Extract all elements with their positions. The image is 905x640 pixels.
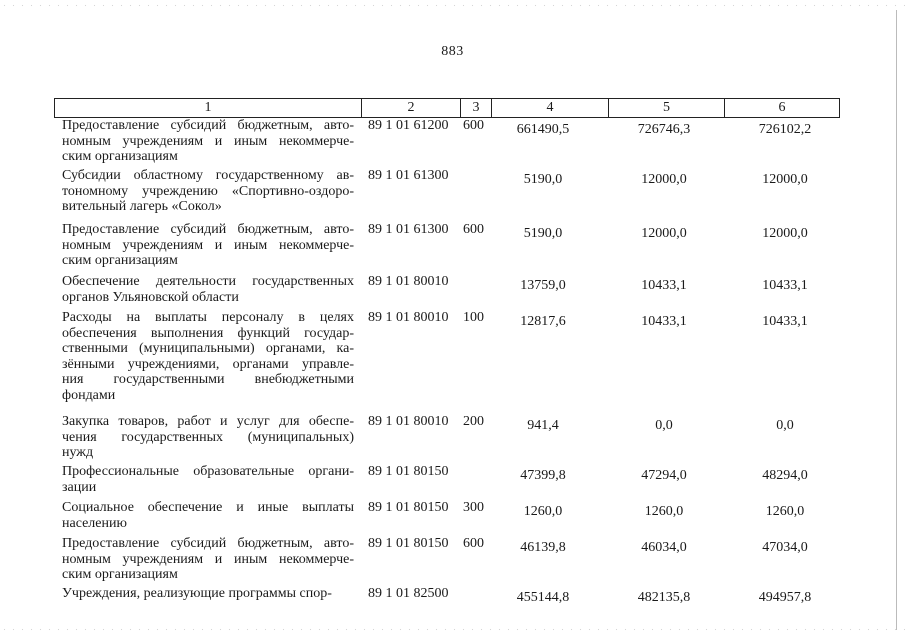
row-description [62, 536, 354, 583]
description-line: Закупка товаров, работ и услуг для обеспе- [62, 414, 354, 429]
description-line: Социальное обеспечение и иные выплаты [62, 500, 354, 515]
description-line: чения государственных (муниципальных) [62, 429, 354, 445]
row-description [62, 222, 354, 269]
value-col-6: 726102,2 [758, 122, 812, 137]
value-col-6: 494957,8 [758, 590, 812, 605]
row-description [62, 464, 354, 495]
header-col-1: 1 [55, 99, 362, 117]
value-col-6: 47034,0 [762, 540, 808, 555]
value-col-6: 10433,1 [762, 278, 808, 293]
row-description [62, 310, 354, 403]
header-col-5: 5 [609, 99, 725, 117]
header-col-3: 3 [461, 99, 492, 117]
description-line: Расходы на выплаты персоналу в целях [62, 310, 354, 325]
value-col-5: 726746,3 [637, 122, 691, 137]
value-col-6: 48294,0 [762, 468, 808, 483]
header-col-6: 6 [778, 100, 786, 115]
value-col-4: 5190,0 [523, 172, 563, 187]
header-col-2: 2 [362, 99, 461, 117]
description-line: номным учреждениям и иным некоммерче- [62, 133, 354, 149]
value-col-4: 46139,8 [520, 540, 566, 555]
value-col-5: 12000,0 [641, 226, 687, 241]
value-col-6: 12000,0 [762, 226, 808, 241]
expense-type: 600 [463, 118, 484, 133]
expense-type: 600 [463, 222, 484, 237]
value-col-5: 47294,0 [641, 468, 687, 483]
description-line: ским организациям [62, 149, 178, 164]
value-col-5: 46034,0 [641, 540, 687, 555]
value-col-6: 12000,0 [762, 172, 808, 187]
budget-code: 89 1 01 61300 [368, 168, 449, 183]
value-col-6: 10433,1 [762, 314, 808, 329]
description-line: ским организациям [62, 567, 178, 582]
value-col-6: 1260,0 [765, 504, 805, 519]
value-col-4: 1260,0 [523, 504, 563, 519]
description-line: номным учреждениям и иным некоммерче- [62, 237, 354, 253]
value-col-5: 1260,0 [644, 504, 684, 519]
row-description [62, 586, 354, 602]
budget-code: 89 1 01 61200 [368, 118, 449, 133]
expense-type: 600 [463, 536, 484, 551]
page-edge-line [896, 10, 897, 630]
description-line: номным учреждениям и иным некоммерче- [62, 551, 354, 567]
description-line: ния государственными внебюджетными [62, 372, 354, 387]
expense-type: 200 [463, 414, 484, 429]
description-line: Предоставление субсидий бюджетным, авто- [62, 222, 354, 237]
value-col-6: 0,0 [776, 418, 794, 433]
row-description [62, 118, 354, 165]
description-line: вительный лагерь «Сокол» [62, 199, 222, 214]
budget-code: 89 1 01 80150 [368, 500, 449, 515]
page-number: 883 [441, 44, 464, 59]
row-description [62, 414, 354, 461]
description-line: Учреждения, реализующие программы спор- [62, 586, 332, 601]
description-line: фондами [62, 387, 116, 403]
value-col-4: 455144,8 [516, 590, 570, 605]
value-col-4: 5190,0 [523, 226, 563, 241]
value-col-5: 482135,8 [637, 590, 691, 605]
scan-artifact-top [0, 4, 905, 7]
budget-code: 89 1 01 61300 [368, 222, 449, 237]
description-line: населению [62, 515, 127, 531]
description-line: Субсидии областному государственному ав- [62, 168, 354, 183]
row-description [62, 274, 354, 305]
description-line: ским организациям [62, 253, 178, 268]
header-col-4: 4 [492, 99, 609, 117]
value-col-4: 661490,5 [516, 122, 570, 137]
value-col-4: 47399,8 [520, 468, 566, 483]
row-description [62, 500, 354, 531]
value-col-4: 941,4 [527, 418, 559, 433]
description-line: нужд [62, 445, 94, 460]
value-col-4: 12817,6 [520, 314, 566, 329]
description-line: ственными (муниципальными) органами, ка- [62, 341, 354, 356]
row-description [62, 168, 354, 215]
description-line: органов Ульяновской области [62, 289, 239, 305]
description-line: Предоставление субсидий бюджетным, авто- [62, 536, 354, 551]
budget-code: 89 1 01 82500 [368, 586, 449, 601]
value-col-5: 0,0 [655, 418, 673, 433]
value-col-4: 13759,0 [520, 278, 566, 293]
budget-code: 89 1 01 80010 [368, 274, 449, 289]
description-line: зёнными учреждениями, органами управле- [62, 356, 354, 372]
scan-artifact-bottom [0, 628, 905, 631]
budget-code: 89 1 01 80010 [368, 414, 449, 429]
budget-code: 89 1 01 80150 [368, 464, 449, 479]
description-line: зации [62, 479, 97, 495]
table-header-row [54, 98, 840, 118]
budget-code: 89 1 01 80010 [368, 310, 449, 325]
description-line: Предоставление субсидий бюджетным, авто- [62, 118, 354, 133]
description-line: обеспечения выполнения функций государ- [62, 325, 354, 341]
description-line: Профессиональные образовательные органи- [62, 464, 354, 479]
value-col-5: 10433,1 [641, 314, 687, 329]
description-line: Обеспечение деятельности государственных [62, 274, 354, 289]
description-line: тономному учреждению «Спортивно-оздоро- [62, 183, 354, 199]
budget-code: 89 1 01 80150 [368, 536, 449, 551]
expense-type: 300 [463, 500, 484, 515]
expense-type: 100 [463, 310, 484, 325]
value-col-5: 12000,0 [641, 172, 687, 187]
value-col-5: 10433,1 [641, 278, 687, 293]
